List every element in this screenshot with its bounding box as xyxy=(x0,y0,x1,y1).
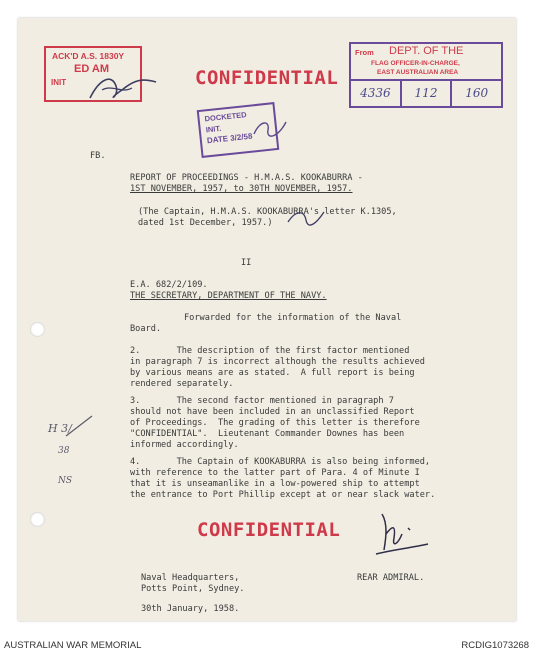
punch-hole-bottom xyxy=(30,512,45,527)
hq-line-2: Potts Point, Sydney. xyxy=(141,584,245,594)
from-dept-cell-3: 160 xyxy=(465,86,489,100)
para2-line-4: rendered separately. xyxy=(130,379,234,389)
para4-line-1: 4. The Captain of KOOKABURRA is also being informed, xyxy=(130,457,431,467)
ackd-stamp-line3: INIT xyxy=(51,78,67,87)
para-intro-line-1: Forwarded for the information of the Naval xyxy=(184,313,402,323)
para4-line-3: that it is unseamanlike in a low-powered ship to attempt xyxy=(130,479,420,489)
para2-line-3: by various means are as stated. A full report is being xyxy=(130,368,415,378)
footer-bar xyxy=(0,632,535,654)
footer-left-label: AUSTRALIAN WAR MEMORIAL xyxy=(4,640,142,651)
hq-line-1: Naval Headquarters, xyxy=(141,573,240,583)
confidential-stamp-top: CONFIDENTIAL xyxy=(195,67,339,89)
initials-scribble-1 xyxy=(82,68,162,108)
section-numeral: II xyxy=(241,258,252,268)
initials-scribble-2 xyxy=(250,114,290,144)
file-reference: E.A. 682/2/109. xyxy=(130,280,208,290)
from-dept-line3: EAST AUSTRALIAN AREA xyxy=(377,69,459,76)
para4-line-2: with reference to the latter part of Para. 4 of Minute I xyxy=(130,468,420,478)
ackd-stamp-line2: ED AM xyxy=(74,63,110,75)
captain-letter-line-1: (The Captain, H.M.A.S. KOOKABURRA's letter K.1305, xyxy=(138,207,397,217)
from-label: From xyxy=(355,48,374,57)
signatory: REAR ADMIRAL. xyxy=(357,573,425,583)
docketed-line2: INIT. xyxy=(205,123,222,135)
from-dept-cell-1: 4336 xyxy=(351,81,402,108)
para2-line-2: in paragraph 7 is incorrect although the results achieved xyxy=(130,357,425,367)
document-page xyxy=(18,18,516,621)
captain-letter-line-2: dated 1st December, 1957.) xyxy=(138,218,273,228)
subject-line-2: 1ST NOVEMBER, 1957, to 30TH NOVEMBER, 1957. xyxy=(130,184,353,194)
para4-line-4: the entrance to Port Phillip except at or near slack water. xyxy=(130,490,436,500)
confidential-stamp-bottom: CONFIDENTIAL xyxy=(197,519,341,541)
margin-note-1: H 3/ xyxy=(48,422,72,435)
docketed-line1: DOCKETED xyxy=(204,110,247,124)
margin-note-3: NS xyxy=(58,476,73,486)
margin-note-2: 38 xyxy=(58,446,70,456)
para3-line-4: "CONFIDENTIAL". Lieutenant Commander Downes has been xyxy=(130,429,405,439)
admiral-signature xyxy=(362,504,434,564)
from-dept-cells xyxy=(351,79,501,108)
from-dept-line2: FLAG OFFICER-IN-CHARGE, xyxy=(371,60,460,67)
fb-reference: FB. xyxy=(90,151,106,161)
subject-line-1: REPORT OF PROCEEDINGS - H.M.A.S. KOOKABURRA - xyxy=(130,173,363,183)
punch-hole-top xyxy=(30,322,45,337)
margin-slash xyxy=(64,414,94,438)
ackd-stamp-line1: ACK'D A.S. 1830Y xyxy=(52,51,125,61)
addressee: THE SECRETARY, DEPARTMENT OF THE NAVY. xyxy=(130,291,327,301)
docketed-line3: DATE 3/2/58 xyxy=(206,131,253,146)
from-dept-line1: DEPT. OF THE xyxy=(389,45,464,57)
footer-right-label: RCDIG1073268 xyxy=(461,640,529,651)
initials-scribble-3 xyxy=(284,206,328,228)
document-date: 30th January, 1958. xyxy=(141,604,240,614)
para-intro-line-2: Board. xyxy=(130,324,162,334)
para3-line-1: 3. The second factor mentioned in paragraph 7 xyxy=(130,396,394,406)
from-dept-cell-2: 112 xyxy=(402,81,453,108)
para3-line-5: informed accordingly. xyxy=(130,440,239,450)
para2-line-1: 2. The description of the first factor mentioned xyxy=(130,346,410,356)
para3-line-2: should not have been included in an unclassified Report xyxy=(130,407,415,417)
para3-line-3: of Proceedings. The grading of this letter is therefore xyxy=(130,418,420,428)
from-dept-stamp xyxy=(349,42,503,108)
